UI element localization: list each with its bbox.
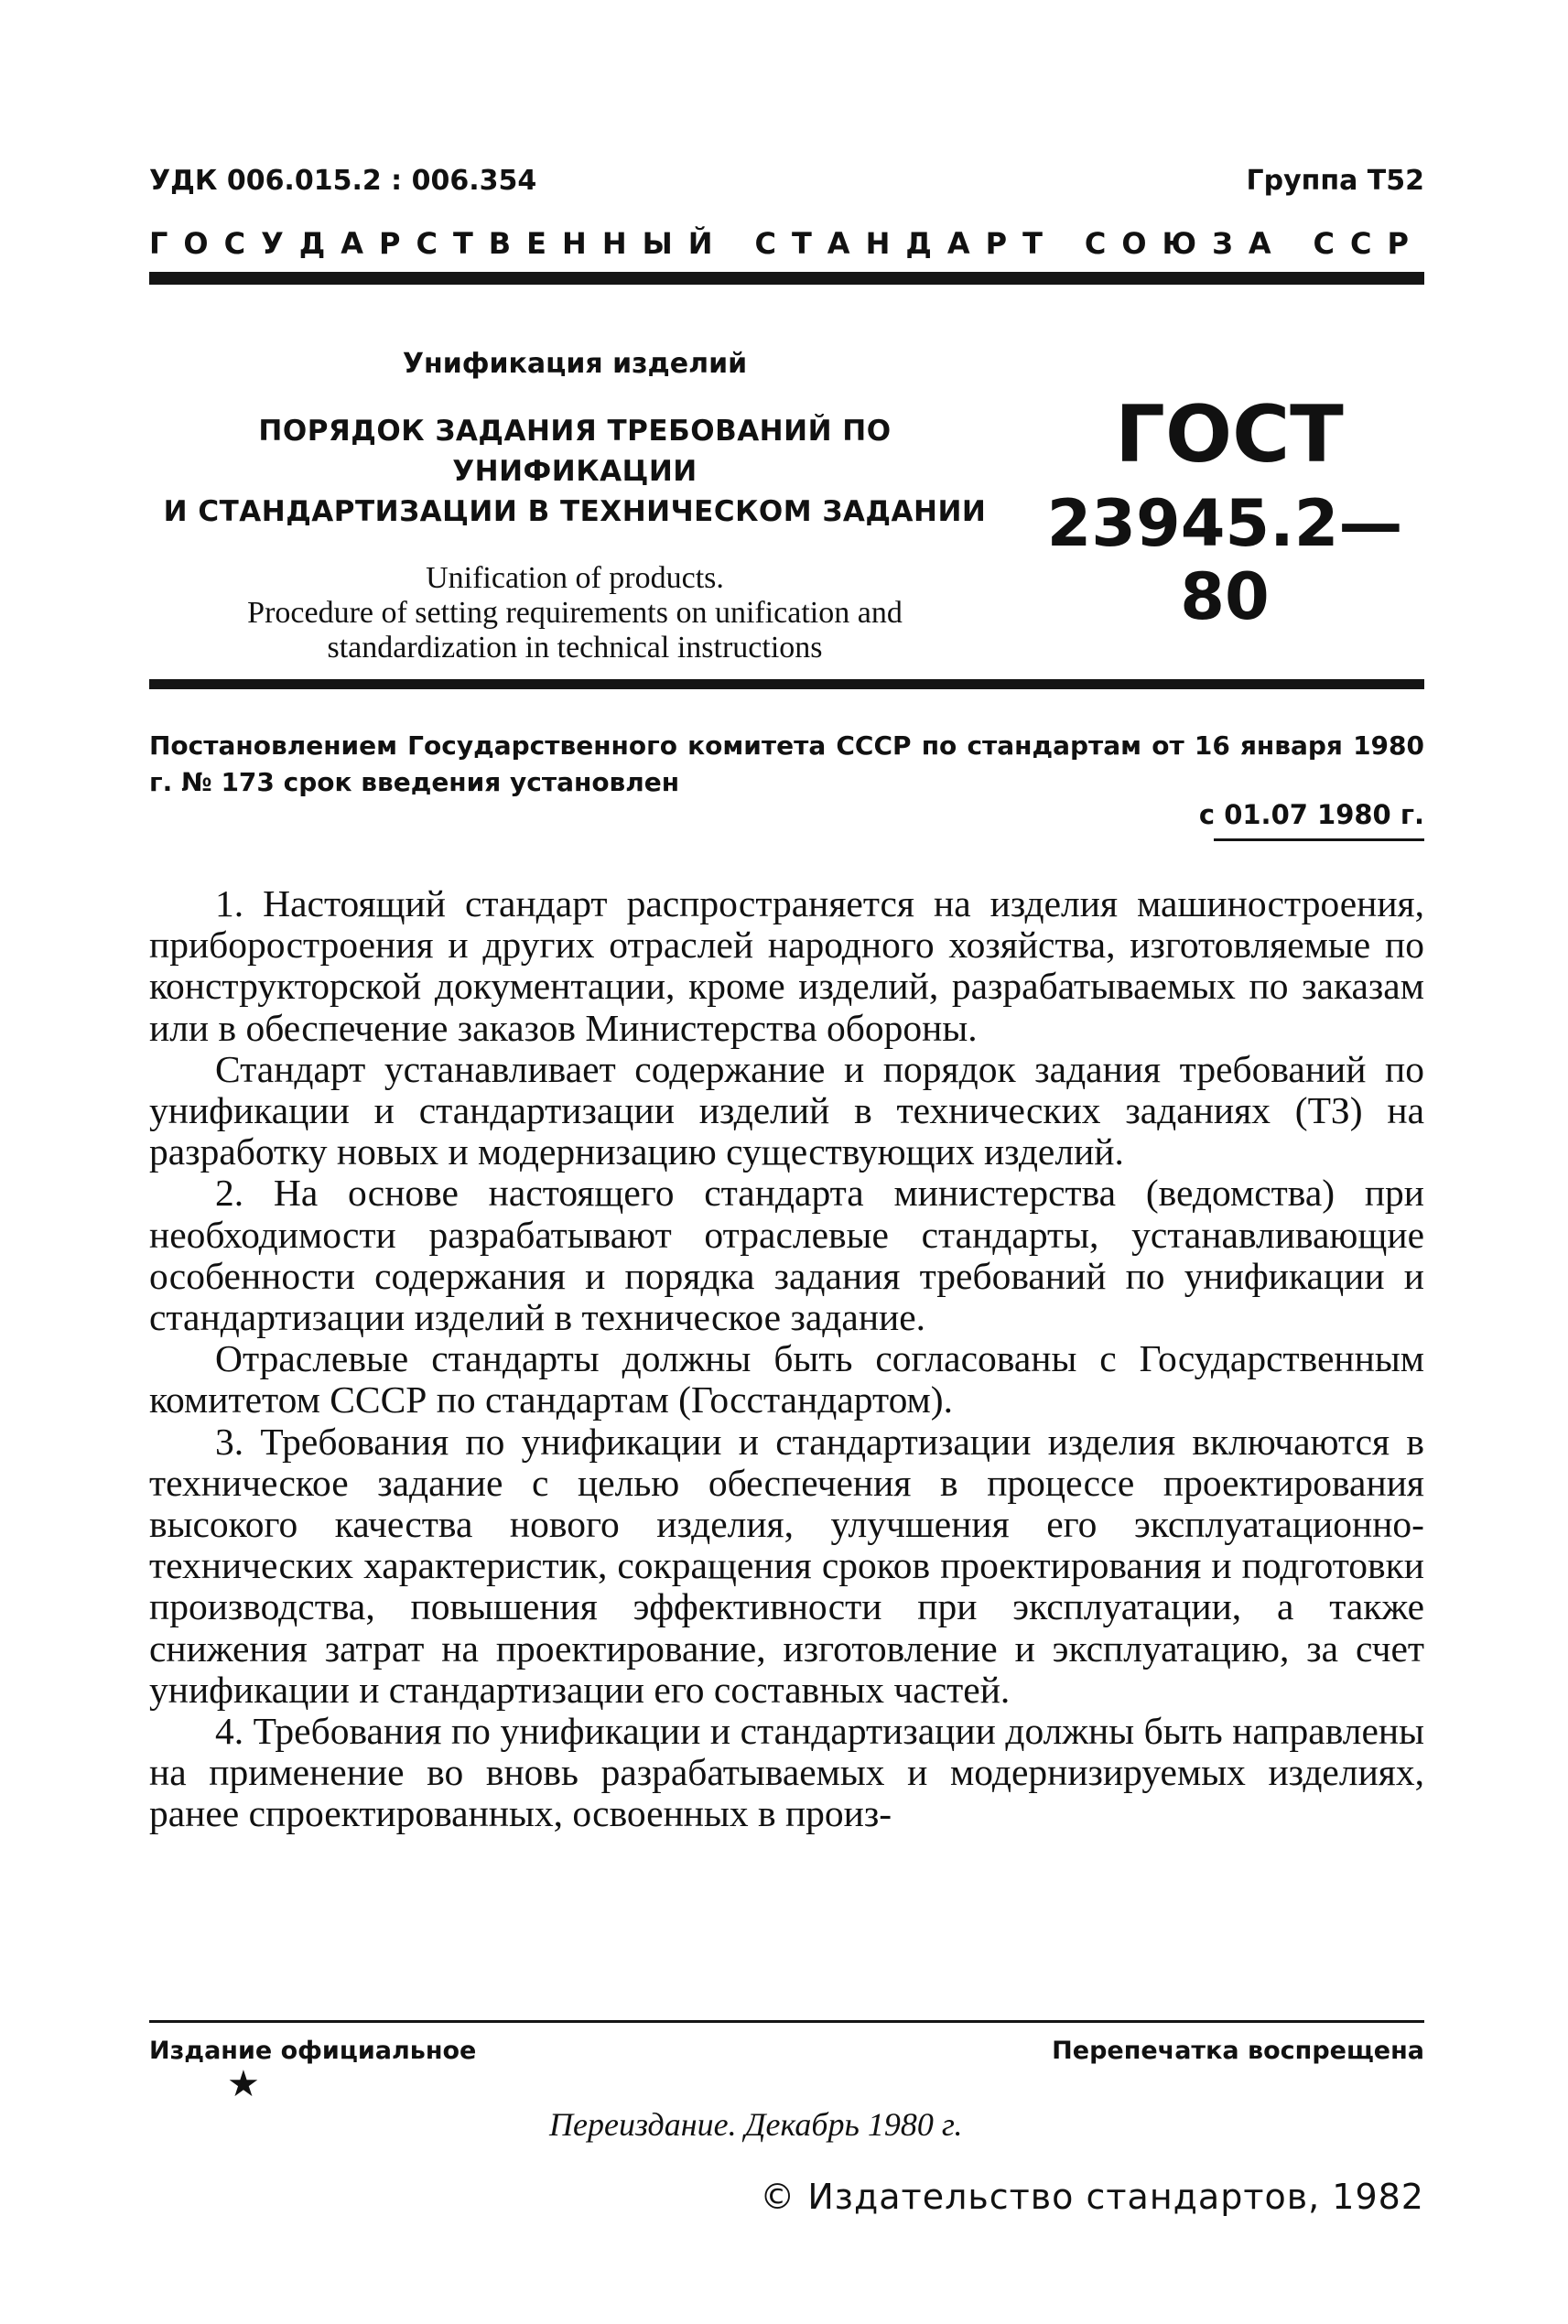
reprint-notice: Перепечатка воспрещена	[1052, 2037, 1424, 2065]
english-title-line: Unification of products.	[426, 561, 724, 595]
publisher-copyright: © Издательство стандартов, 1982	[760, 2177, 1424, 2217]
group-code: Группа Т52	[1246, 165, 1424, 197]
title-rule	[149, 679, 1424, 689]
body-text	[149, 883, 1424, 1835]
state-standard-word: СТАНДАРТ	[754, 226, 1058, 261]
state-standard-word: СОЮЗА	[1084, 226, 1287, 261]
official-edition-label: Издание официальное	[149, 2037, 477, 2065]
category-heading: Унификация изделий	[402, 348, 748, 380]
header-rule	[149, 272, 1424, 285]
effective-date-underline	[1214, 838, 1424, 841]
title-block	[149, 348, 1000, 665]
gost-label: ГОСТ	[1115, 389, 1344, 481]
english-title-line: standardization in technical instructions	[327, 631, 823, 665]
state-standard-word: ССР	[1313, 226, 1424, 261]
body-paragraph: 4. Требования по унификации и стандартизации должны быть направлены на применение во вновь разрабатываемых и модернизируемых изделиях, ранее спроектированных, освоенных в произ-	[149, 1710, 1424, 1835]
gost-number: 23945.2—80	[1046, 486, 1403, 634]
body-paragraph: 1. Настоящий стандарт распространяется на изделия машиностроения, приборостроения и других отраслей народного хозяйства, изготовляемые по конструкторской документации, кроме изделий, разрабатываемых по заказам или в обеспечение заказов Министерства обороны.	[149, 882, 1424, 1049]
body-paragraph: 3. Требования по унификации и стандартизации изделия включаются в техническое задание с целью обеспечения в процессе проектирования высокого качества нового изделия, улучшения его эксплуатационно-технических характеристик, сокращения сроков проектирования и подготовки производства, повышения эффективности при эксплуатации, а также снижения затрат на проектирование, изготовление и эксплуатацию, за счет унификации и стандартизации его составных частей.	[149, 1420, 1424, 1711]
footer-rule	[149, 2020, 1424, 2023]
state-standard-heading	[149, 226, 1424, 261]
star-icon: ★	[227, 2063, 260, 2105]
russian-title-line: И СТАНДАРТИЗАЦИИ В ТЕХНИЧЕСКОМ ЗАДАНИИ	[163, 495, 987, 528]
body-paragraph: 2. На основе настоящего стандарта министерства (ведомства) при необходимости разрабатывают отраслевые стандарты, устанавливающие особенности содержания и порядка задания требований по унификации и стандартизации изделий в техническое задание.	[149, 1172, 1424, 1339]
body-paragraph: Стандарт устанавливает содержание и порядок задания требований по унификации и стандартизации изделий в технических заданиях (ТЗ) на разработку новых и модернизацию существующих изделий.	[149, 1047, 1424, 1173]
effective-date: с 01.07 1980 г.	[1198, 799, 1424, 830]
decree-text: Постановлением Государственного комитета СССР по стандартам от 16 января 1980 г. № 173 срок введения установлен	[149, 730, 1424, 797]
russian-title-line: ПОРЯДОК ЗАДАНИЯ ТРЕБОВАНИЙ ПО УНИФИКАЦИИ	[258, 415, 892, 488]
reissue-note: Переиздание. Декабрь 1980 г.	[549, 2106, 963, 2143]
udk-code: УДК 006.015.2 : 006.354	[149, 165, 537, 197]
state-standard-word: ГОСУДАРСТВЕННЫЙ	[149, 226, 729, 261]
russian-title	[149, 411, 1000, 532]
english-title-line: Procedure of setting requirements on unification and	[247, 596, 903, 630]
body-paragraph: Отраслевые стандарты должны быть согласованы с Государственным комитетом СССР по стандартам (Госстандартом).	[149, 1337, 1424, 1421]
english-title	[149, 561, 1000, 665]
